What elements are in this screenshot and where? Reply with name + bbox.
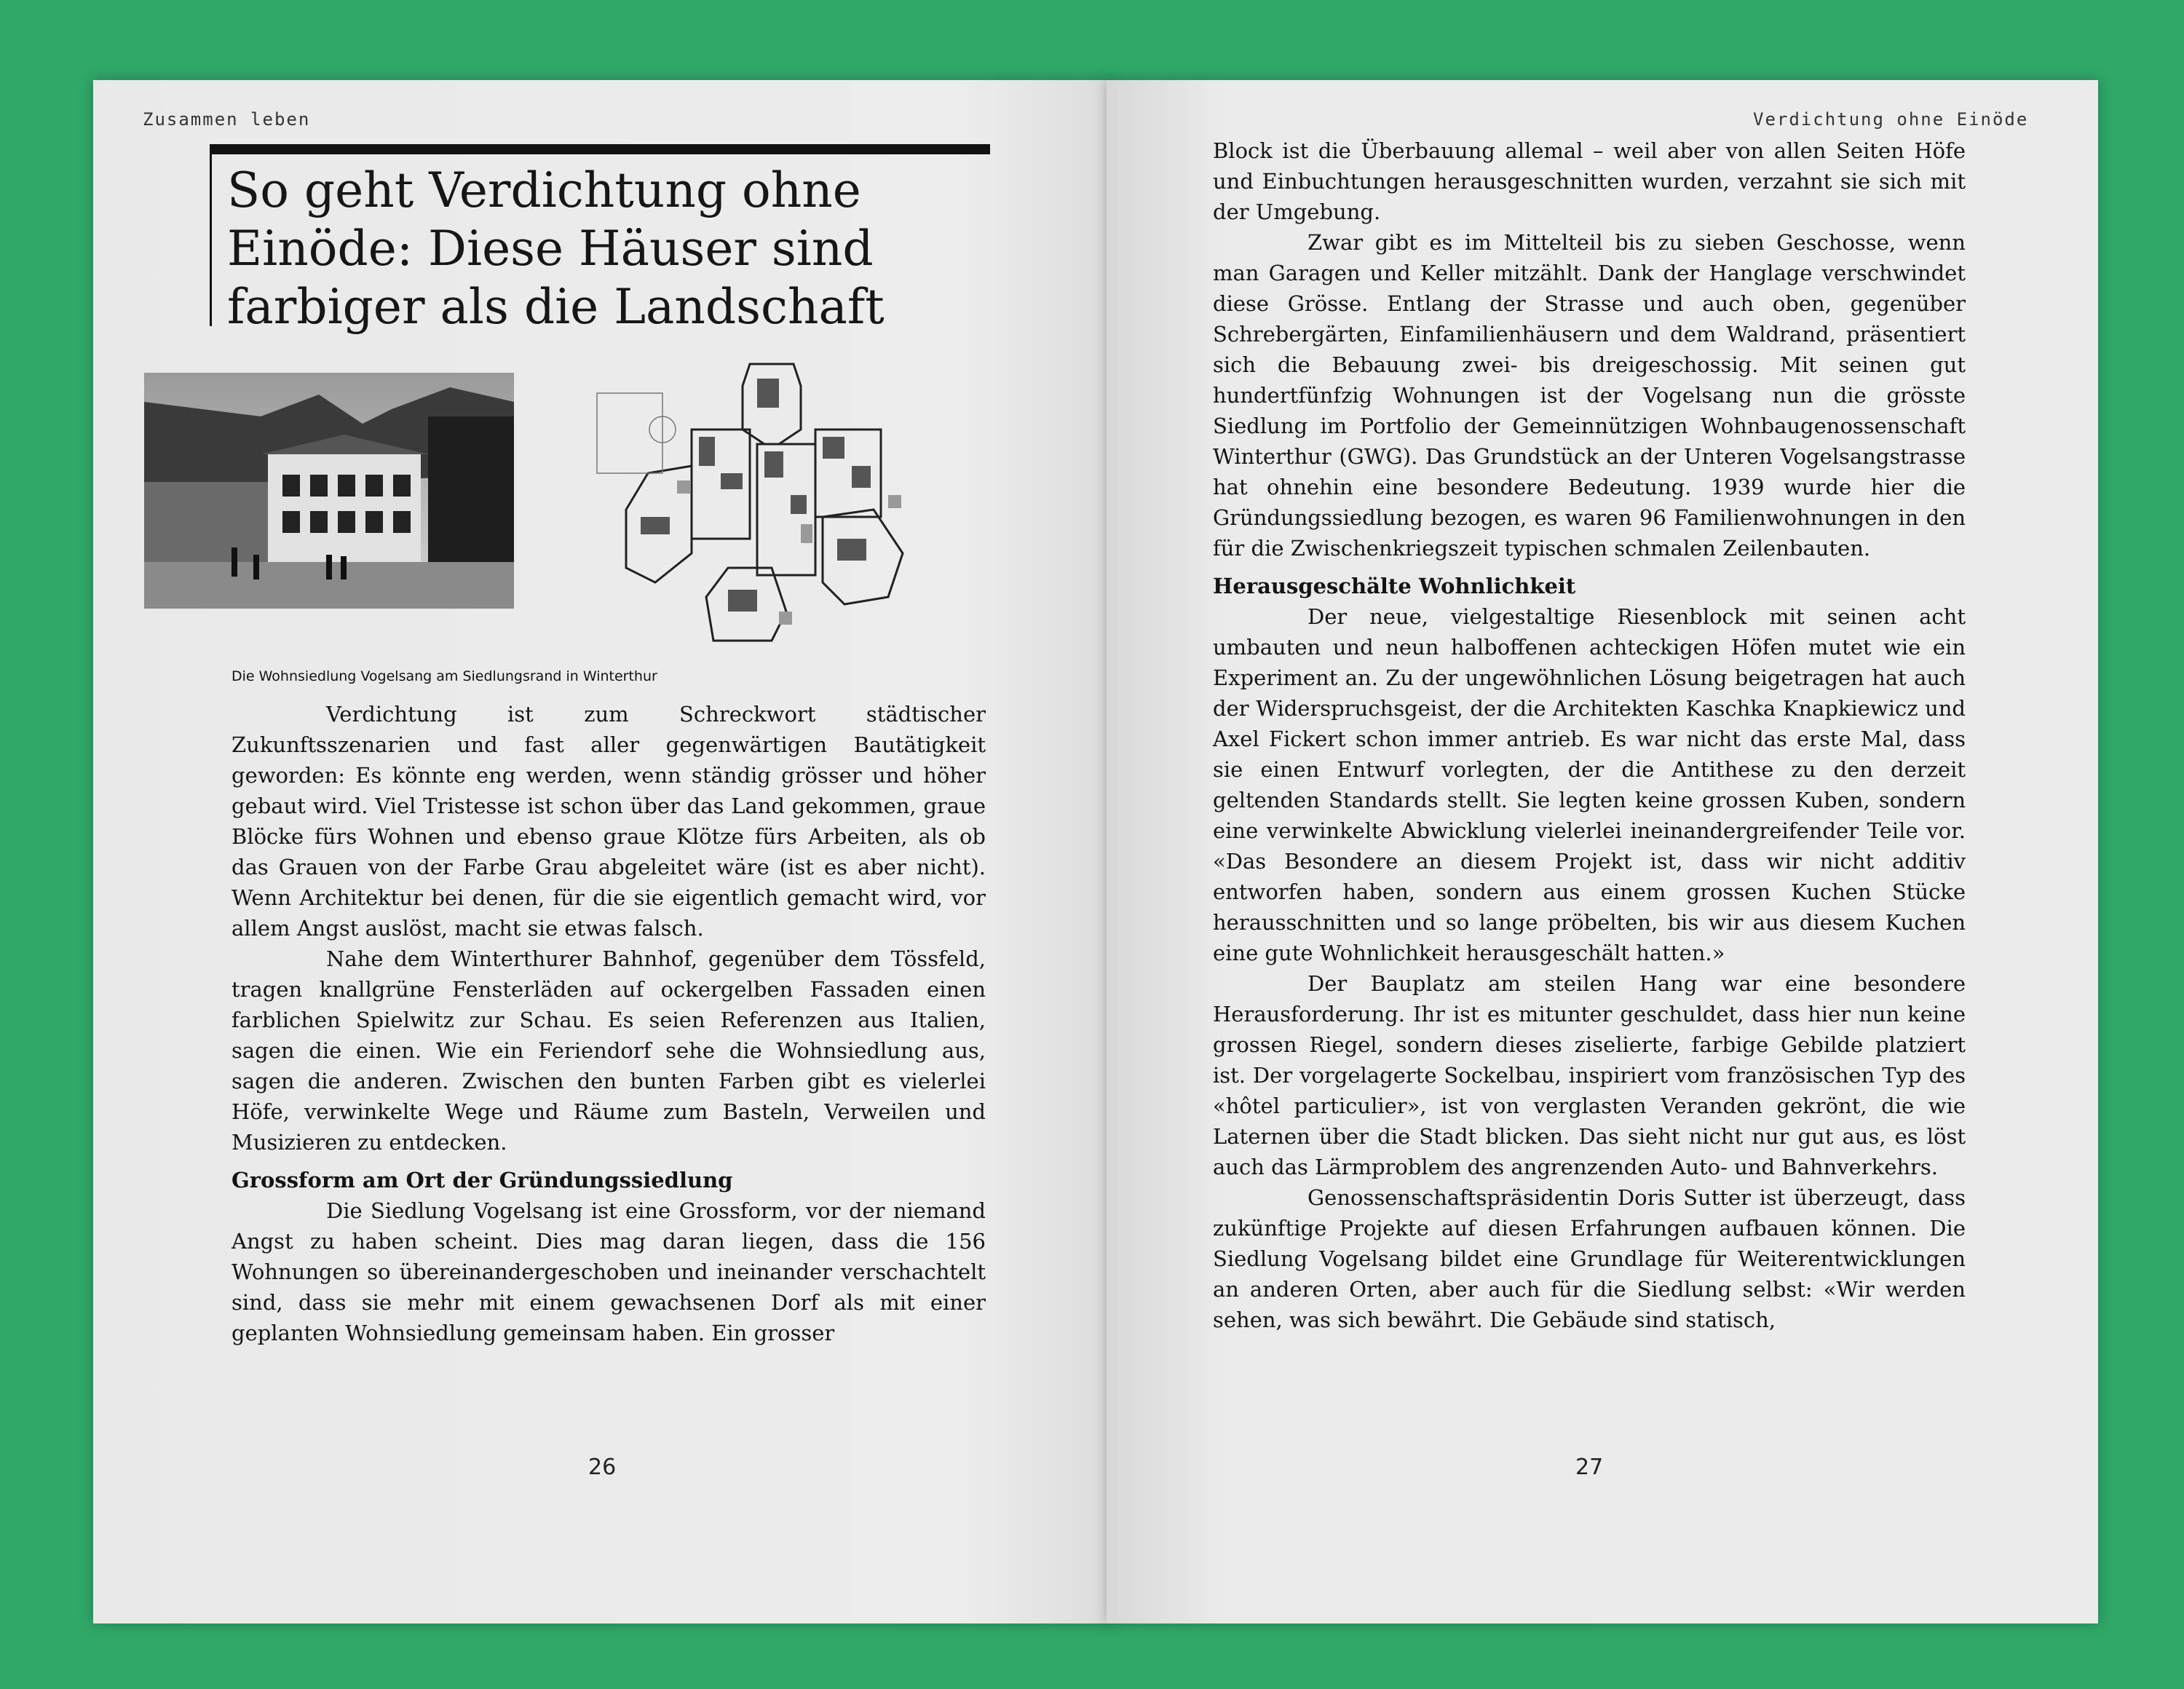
paragraph: Der neue, vielgestaltige Riesenblock mit seinen acht umbauten und neun halboffenen achteckigen Höfen mutet wie ein Experiment an. Zu der ungewöhnlichen Lösung beigetragen hat auch der Widerspruchsgeist, der die Architekten Kaschka Knapkiewicz und Axel Fickert schon immer antrieb. Es war nicht das erste Mal, dass sie einen Entwurf vorlegten, der die Antithese zu den derzeit geltenden Standards stellt. Sie legten keine grossen Kuben, sondern eine verwinkelte Abwicklung vielerlei ineinandergreifender Teile vor. «Das Besondere an diesem Projekt ist, dass wir nicht additiv entworfen haben, sondern aus einem grossen Kuchen Stücke herausschnitten und so lange pröbelten, bis wir aus diesem Kuchen eine gute Wohnlichkeit herausgeschält hatten.»	[1213, 604, 1966, 965]
article-title: So geht Verdichtung ohne Einöde: Diese Häuser sind farbiger als die Landschaft	[227, 162, 885, 335]
running-head-right: Verdichtung ohne Einöde	[1753, 109, 2029, 130]
left-column-text	[232, 699, 986, 1348]
paragraph: Verdichtung ist zum Schreckwort städtischer Zukunftsszenarien und fast aller gegenwärtigen Bautätigkeit geworden: Es könnte eng werden, wenn ständig grösser und höher gebaut wird. Viel Tristesse ist schon über das Land gekommen, graue Blöcke fürs Wohnen und ebenso graue Klötze fürs Arbeiten, als ob das Grauen von der Farbe Grau abgeleitet wäre (ist es aber nicht). Wenn Architektur bei denen, für die sie eigentlich gemacht wird, vor allem Angst auslöst, macht sie etwas falsch.	[232, 702, 986, 941]
running-head-left: Zusammen leben	[143, 109, 311, 130]
photo-caption: Die Wohnsiedlung Vogelsang am Siedlungsrand in Winterthur	[232, 668, 657, 684]
subheading: Herausgeschälte Wohnlichkeit	[1213, 574, 1576, 598]
paragraph: Nahe dem Winterthurer Bahnhof, gegenüber dem Tössfeld, tragen knallgrüne Fensterläden auf ockergelben Fassaden einen farblichen Spielwitz zur Schau. Es seien Referenzen aus Italien, sagen die einen. Wie ein Feriendorf sehe die Wohnsiedlung aus, sagen die anderen. Zwischen den bunten Farben gibt es vielerlei Höfe, verwinkelte Wege und Räume zum Basteln, Verweilen und Musizieren zu entdecken.	[232, 946, 986, 1155]
paragraph: Die Siedlung Vogelsang ist eine Grossform, vor der niemand Angst zu haben scheint. Dies mag daran liegen, dass die 156 Wohnungen so übereinandergeschoben und ineinander verschachtelt sind, dass sie mehr mit einem gewachsenen Dorf als mit einer geplanten Wohnsiedlung gemeinsam haben. Ein grosser	[232, 1198, 986, 1345]
housing-photo	[144, 373, 514, 609]
page-number-left: 26	[588, 1455, 617, 1480]
paragraph: Zwar gibt es im Mittelteil bis zu sieben Geschosse, wenn man Garagen und Keller mitzählt. Dank der Hanglage verschwindet diese Grösse. Entlang der Strasse und auch oben, gegenüber Schrebergärten, Einfamilienhäusern und dem Waldrand, präsentiert sich die Bebauung zwei- bis dreigeschossig. Mit seinen gut hundertfünfzig Wohnungen ist der Vogelsang nun die grösste Siedlung im Portfolio der Gemeinnützigen Wohnbaugenossenschaft Winterthur (GWG). Das Grundstück an der Unteren Vogelsangstrasse hat ohnehin eine besondere Bedeutung. 1939 wurde hier die Gründungssiedlung bezogen, es waren 96 Familienwohnungen in den für die Zwischenkriegszeit typischen schmalen Zeilenbauten.	[1213, 230, 1966, 561]
page-number-right: 27	[1575, 1455, 1604, 1480]
paragraph: Block ist die Überbauung allemal – weil aber von allen Seiten Höfe und Einbuchtungen herausgeschnitten wurden, verzahnt sie sich mit der Umgebung.	[1213, 138, 1966, 224]
title-rule	[210, 144, 990, 154]
paragraph: Der Bauplatz am steilen Hang war eine besondere Herausforderung. Ihr ist es mitunter geschuldet, dass hier nun keine grossen Riegel, sondern dieses ziselierte, farbige Gebilde platziert ist. Der vorgelagerte Sockelbau, inspiriert vom französischen Typ des «hôtel particulier», ist von verglasten Veranden gekrönt, die wie Laternen über die Stadt blicken. Das sieht nicht nur gut aus, es löst auch das Lärmproblem des angrenzenden Auto- und Bahnverkehrs.	[1213, 971, 1966, 1179]
title-side-bar	[210, 154, 212, 326]
paragraph: Genossenschaftspräsidentin Doris Sutter ist überzeugt, dass zukünftige Projekte auf diesen Erfahrungen aufbauen können. Die Siedlung Vogelsang bildet eine Grundlage für Weiterentwicklungen an anderen Orten, aber auch für die Siedlung selbst: «Wir werden sehen, was sich bewährt. Die Gebäude sind statisch,	[1213, 1185, 1966, 1332]
floor-plan-drawing	[582, 349, 925, 648]
subheading: Grossform am Ort der Gründungssiedlung	[232, 1168, 733, 1192]
right-column-text	[1213, 135, 1966, 1335]
